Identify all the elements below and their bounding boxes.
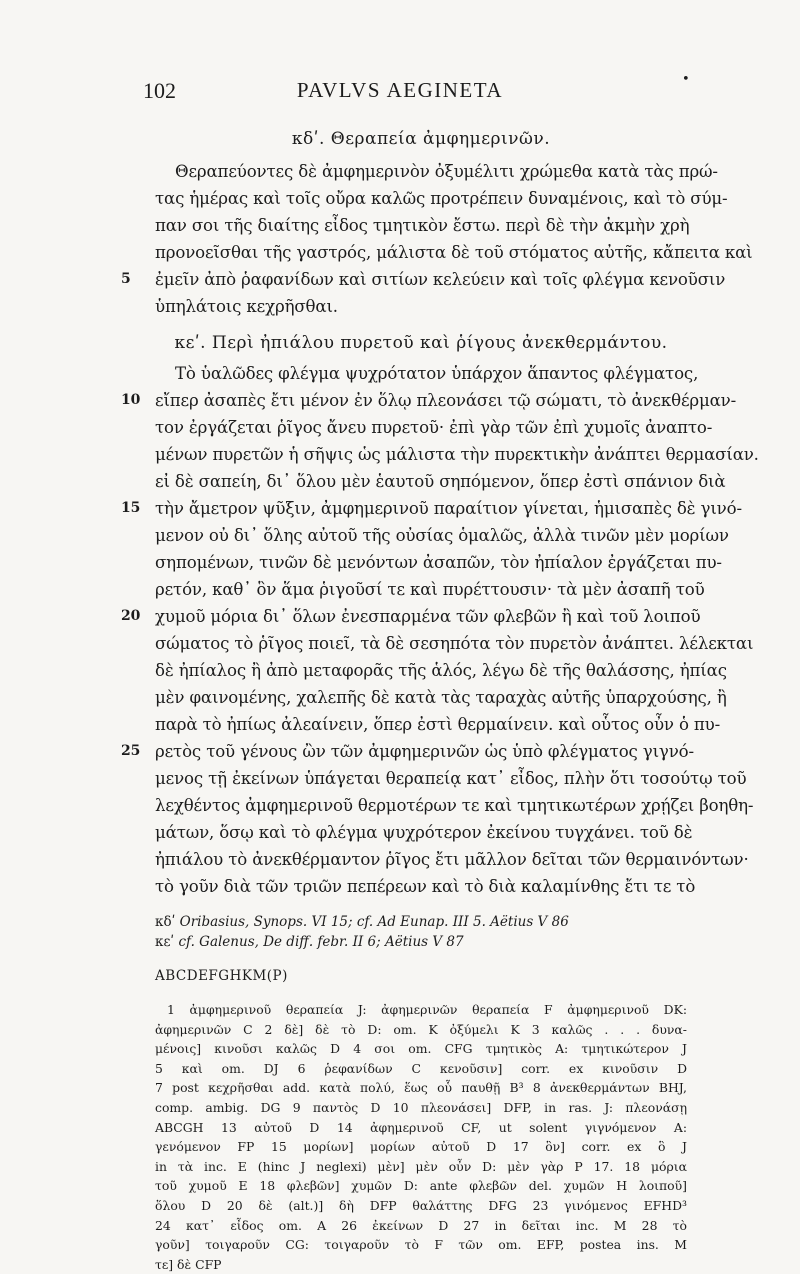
line-text: μένων πυρετῶν ἡ σῆψις ὡς μάλιστα τὴν πυρεκτικὴν ἀνάπτει θερμασίαν. (155, 445, 759, 464)
source-text: Oribasius, Synops. VI 15; cf. Ad Eunap. III 5. Aëtius V 86 (179, 914, 569, 930)
text-line (155, 360, 699, 387)
text-line (155, 819, 693, 846)
margin-mark: • (682, 72, 690, 87)
line-text: λεχθέντος ἀμφημερινοῦ θερμοτέρων τε καὶ τμητικωτέρων χρῄζει βοηθη- (155, 796, 754, 815)
chapter-24-heading: κδʹ. Θεραπεία ἀμφημερινῶν. (291, 129, 551, 149)
line-text: προνοεῖσθαι τῆς γαστρός, μάλιστα δὲ τοῦ στόματος αὐτῆς, κἄπειτα καὶ (155, 243, 753, 262)
apparatus-line: ὅλου D 20 δὲ (alt.)] δὴ DFP θαλάττης DFG 23 γινόμενος EFHD³ (155, 1197, 687, 1213)
text-line (155, 185, 728, 212)
line-text: ρετὸς τοῦ γένους ὢν τῶν ἀμφημερινῶν ὡς ὑπὸ φλέγματος γιγνό- (155, 742, 694, 761)
line-text: τὴν ἄμετρον ψῦξιν, ἀμφημερινοῦ παραίτιον γίνεται, ἡμισαπὲς δὲ γινό- (155, 499, 742, 518)
line-text: ρετόν, καθ᾿ ὃν ἅμα ῥιγοῦσί τε καὶ πυρέττουσιν· τὰ μὲν ἀσαπῆ τοῦ (155, 580, 705, 599)
apparatus-line: ABCGH 13 αὐτοῦ D 14 ἀφημερινοῦ CF, ut solent γιγνόμενον A: (155, 1119, 687, 1135)
text-line (155, 549, 722, 576)
apparatus-line: γοῦν] τοιγαροῦν CG: τοιγαροῦν τὸ F τῶν om. EFP, postea ins. M (155, 1237, 687, 1253)
text-line (155, 711, 721, 738)
line-text: εἰ δὲ σαπείη, δι᾿ ὅλου μὲν ἑαυτοῦ σηπόμενον, ὅπερ ἐστὶ σπάνιον διὰ (155, 472, 726, 491)
text-line (155, 630, 754, 657)
line-text: σηπομένων, τινῶν δὲ μενόντων ἀσαπῶν, τὸν ἠπίαλον ἐργάζεται πυ- (155, 553, 722, 572)
chapter-25-body (121, 360, 759, 900)
critical-apparatus (155, 1000, 687, 1274)
text-line (121, 266, 726, 293)
apparatus-line: τε] δὲ CFP (155, 1256, 222, 1272)
text-line (155, 441, 759, 468)
text-line (155, 657, 727, 684)
source-text: cf. Galenus, De diff. febr. II 6; Aëtius V 87 (178, 934, 464, 950)
apparatus-line: 5 καὶ om. DJ 6 ῥεφανίδων C κενοῦσιν] corr. ex κινοῦσιν D (155, 1060, 687, 1076)
line-number: 5 (121, 271, 131, 287)
line-text: μενον οὐ δι᾿ ὅλης αὐτοῦ τῆς οὐσίας ὁμαλῶς, ἀλλὰ τινῶν μὲν μορίων (155, 526, 729, 545)
line-text: μενος τῇ ἐκείνων ὑπάγεται θεραπείᾳ κατ᾿ εἶδος, πλὴν ὅτι τοσούτῳ τοῦ (155, 769, 747, 788)
line-text: ὑπηλάτοις κεχρῆσθαι. (155, 297, 338, 316)
line-text: δὲ ἠπίαλος ἢ ἀπὸ μεταφορᾶς τῆς ἁλός, λέγω δὲ τῆς θαλάσσης, ἠπίας (155, 661, 727, 680)
source-siglum: κδʹ (155, 914, 176, 930)
line-text: ἠπιάλου τὸ ἀνεκθέρμαντον ῥῖγος ἔτι μᾶλλον δεῖται τῶν θερμαινόντων· (155, 850, 749, 869)
line-text: τας ἡμέρας καὶ τοῖς οὔρα καλῶς προτρέπειν δυναμένοις, καὶ τὸ σύμ- (155, 189, 728, 208)
chapter-25-heading: κεʹ. Περὶ ἠπιάλου πυρετοῦ καὶ ῥίγους ἀνεκθερμάντου. (174, 333, 668, 353)
line-text: παν σοι τῆς διαίτης εἶδος τμητικὸν ἔστω. περὶ δὲ τὴν ἀκμὴν χρὴ (155, 216, 690, 235)
text-line (155, 576, 705, 603)
text-line (155, 468, 726, 495)
source-line (155, 912, 687, 932)
text-line (121, 603, 701, 630)
apparatus-line: γενόμενον FP 15 μορίων] μορίων αὐτοῦ D 17 ὃν] corr. ex ὃ J (155, 1139, 687, 1155)
source-line (155, 932, 687, 952)
source-siglum: κεʹ (155, 934, 175, 950)
chapter-24-body (121, 158, 753, 320)
text-line (155, 765, 747, 792)
text-line (155, 239, 753, 266)
text-line (155, 414, 713, 441)
text-line (155, 212, 690, 239)
line-text: εἴπερ ἀσαπὲς ἔτι μένον ἐν ὅλῳ πλεονάσει τῷ σώματι, τὸ ἀνεκθέρμαν- (155, 391, 737, 410)
apparatus-line: μένοις] κινοῦσι καλῶς D 4 σοι om. CFG τμητικὸς A: τμητικώτερον J (155, 1041, 687, 1057)
line-number: 25 (121, 743, 141, 759)
line-number: 10 (121, 392, 141, 408)
line-text: χυμοῦ μόρια δι᾿ ὅλων ἐνεσπαρμένα τῶν φλεβῶν ἢ καὶ τοῦ λοιποῦ (155, 607, 701, 626)
text-line (121, 387, 737, 414)
apparatus-line: τοῦ χυμοῦ E 18 φλεβῶν] χυμῶν D: ante φλεβῶν del. χυμῶν H λοιποῦ] (155, 1178, 687, 1194)
line-text: μὲν φαινομένης, χαλεπῆς δὲ κατὰ τὰς ταραχὰς αὐτῆς ὑπαρχούσης, ἢ (155, 688, 727, 707)
text-line (155, 522, 729, 549)
manuscript-sigla: ABCDEFGHKM(P) (155, 968, 288, 984)
page-header (0, 72, 800, 104)
text-line (155, 873, 696, 900)
text-line (155, 792, 754, 819)
line-text: ἐμεῖν ἀπὸ ῥαφανίδων καὶ σιτίων κελεύειν καὶ τοῖς φλέγμα κενοῦσιν (155, 270, 726, 289)
line-text: τον ἐργάζεται ῥῖγος ἄνευ πυρετοῦ· ἐπὶ γὰρ τῶν ἐπὶ χυμοῖς ἀναπτο- (155, 418, 713, 437)
apparatus-line: comp. ambig. DG 9 παντὸς D 10 πλεονάσει] DFP, in ras. J: πλεονάσῃ (155, 1099, 687, 1115)
text-line (121, 738, 694, 765)
apparatus-line: ἀφημερινῶν C 2 δὲ] δὲ τὸ D: om. K ὀξύμελι K 3 καλῶς . . . δυνα- (155, 1021, 687, 1037)
text-line (155, 158, 718, 185)
apparatus-line: 1 ἀμφημερινοῦ θεραπεία J: ἀφημερινῶν θεραπεία F ἀμφημερινοῦ DK: (167, 1002, 687, 1017)
apparatus-line: in τὰ inc. E (hinc J neglexi) μὲν] μὲν οὖν D: μὲν γὰρ P 17. 18 μόρια (155, 1158, 687, 1174)
line-text: σώματος τὸ ῥῖγος ποιεῖ, τὰ δὲ σεσηπότα τὸν πυρετὸν ἀνάπτει. λέλεκται (155, 634, 754, 653)
line-text: μάτων, ὅσῳ καὶ τὸ φλέγμα ψυχρότερον ἐκείνου τυγχάνει. τοῦ δὲ (155, 823, 693, 842)
text-line (155, 293, 687, 320)
apparatus-line: 24 κατ᾿ εἶδος om. A 26 ἐκείνων D 27 in δεῖται inc. M 28 τὸ (155, 1217, 687, 1233)
line-text: τὸ γοῦν διὰ τῶν τριῶν πεπέρεων καὶ τὸ διὰ καλαμίνθης ἔτι τε τὸ (155, 877, 696, 896)
text-line (121, 495, 742, 522)
text-line (155, 846, 749, 873)
apparatus-line: 7 post κεχρῆσθαι add. κατὰ πολύ, ἕως οὗ παυθῇ B³ 8 ἀνεκθερμάντων BHJ, (155, 1080, 687, 1096)
running-title: PAVLVS AEGINETA (296, 78, 504, 102)
line-number: 20 (121, 608, 141, 624)
line-text: Θεραπεύοντες δὲ ἀμφημερινὸν ὀξυμέλιτι χρώμεθα κατὰ τὰς πρώ- (175, 162, 718, 181)
line-text: παρὰ τὸ ἠπίως ἀλεαίνειν, ὅπερ ἐστὶ θερμαίνειν. καὶ οὗτος οὖν ὁ πυ- (155, 715, 721, 734)
page-number: 102 (143, 78, 176, 103)
main-text (121, 126, 759, 1274)
sources-block (155, 912, 687, 952)
line-number: 15 (121, 500, 141, 516)
line-text: Τὸ ὑαλῶδες φλέγμα ψυχρότατον ὑπάρχον ἅπαντος φλέγματος, (175, 364, 699, 383)
text-line (155, 684, 727, 711)
